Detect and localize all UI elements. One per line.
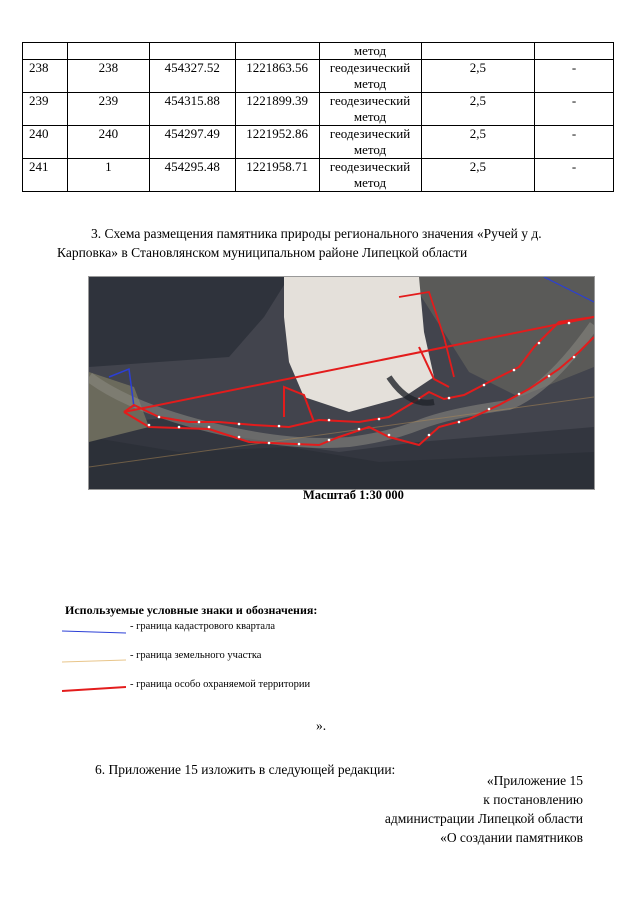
legend-label-land-plot: - граница земельного участка	[130, 650, 262, 661]
appendix-heading: «Приложение 15	[486, 773, 583, 788]
appendix-administration: администрации Липецкой области	[384, 811, 583, 826]
coordinates-table	[22, 42, 614, 192]
section-3-paragraph: 3. Схема размещения памятника природы регионального значения «Ручей у д. Карповка» в Становлянском муниципальном районе Липецкой области	[57, 226, 542, 260]
point-ref: 240	[67, 126, 149, 159]
dash-cell: -	[535, 93, 614, 126]
satellite-map	[88, 276, 595, 490]
dash-cell: -	[535, 60, 614, 93]
coord-y: 1221863.56	[235, 60, 319, 93]
coord-x: 454327.52	[149, 60, 235, 93]
method-cell: геодезический метод	[319, 93, 421, 126]
accuracy-cell: 2,5	[421, 93, 535, 126]
point-ref: 1	[67, 159, 149, 192]
legend-line-land-plot	[62, 655, 126, 665]
legend-title: Используемые условные знаки и обозначения:	[65, 603, 318, 617]
accuracy-cell: 2,5	[421, 60, 535, 93]
point-ref: 239	[67, 93, 149, 126]
method-cell: геодезический метод	[319, 126, 421, 159]
accuracy-cell: 2,5	[421, 126, 535, 159]
coord-x: 454315.88	[149, 93, 235, 126]
coord-y: 1221899.39	[235, 93, 319, 126]
method-cell: метод	[319, 43, 421, 60]
coord-x: 454295.48	[149, 159, 235, 192]
method-cell: геодезический метод	[319, 159, 421, 192]
legend-line-protected-area	[62, 682, 126, 694]
accuracy-cell: 2,5	[421, 159, 535, 192]
coord-y: 1221958.71	[235, 159, 319, 192]
table-row	[23, 60, 614, 93]
map-scale-label: Масштаб 1:30 000	[303, 488, 404, 502]
dash-cell: -	[535, 159, 614, 192]
table-row	[23, 93, 614, 126]
legend-line-cadastral	[62, 626, 126, 636]
coord-x: 454297.49	[149, 126, 235, 159]
point-number: 241	[23, 159, 68, 192]
coord-y: 1221952.86	[235, 126, 319, 159]
closing-quote: ».	[316, 718, 327, 733]
map-image	[89, 277, 594, 489]
table-row	[23, 126, 614, 159]
point-number: 240	[23, 126, 68, 159]
point-number: 239	[23, 93, 68, 126]
point-ref: 238	[67, 60, 149, 93]
method-cell: геодезический метод	[319, 60, 421, 93]
table-row	[23, 159, 614, 192]
section-6-paragraph: 6. Приложение 15 изложить в следующей редакции:	[95, 762, 396, 777]
point-number: 238	[23, 60, 68, 93]
appendix-title-start: «О создании памятников	[440, 830, 583, 845]
table-row	[23, 43, 614, 60]
legend-label-cadastral: - граница кадастрового квартала	[130, 621, 276, 632]
appendix-subheading: к постановлению	[483, 792, 583, 807]
dash-cell: -	[535, 126, 614, 159]
legend-label-protected-area: - граница особо охраняемой территории	[130, 679, 311, 690]
